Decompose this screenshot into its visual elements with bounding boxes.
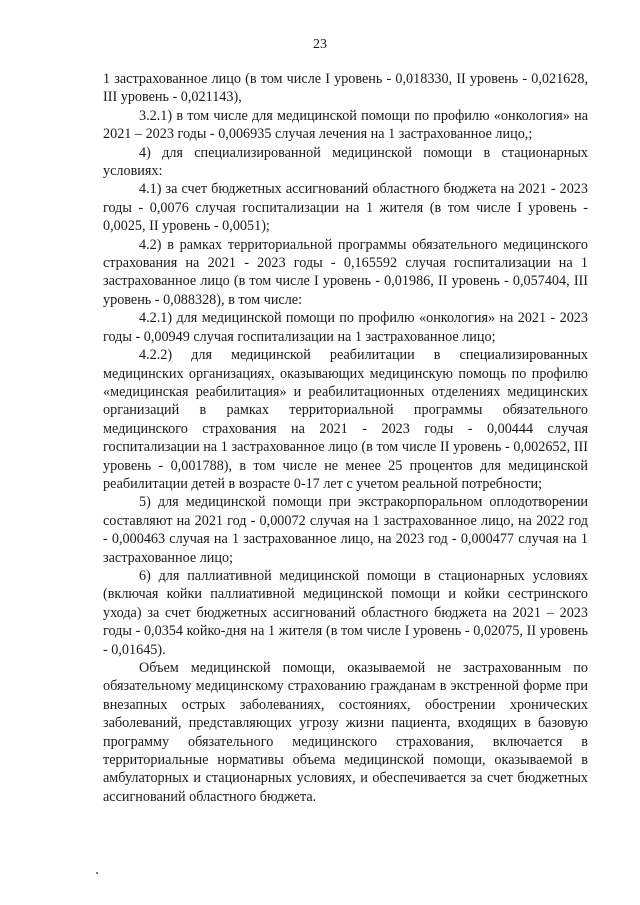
paragraph: 5) для медицинской помощи при экстракорпоральном оплодотворении составляют на 2021 год - 0,00072 случая на 1 застрахованное лицо, на 2022 год - 0,000463 случая на 1 застрахованное лицо, на 2023 год - 0,000477 случая на 1 застрахованное лицо; bbox=[103, 494, 588, 566]
scan-speck bbox=[96, 872, 98, 874]
paragraph: Объем медицинской помощи, оказываемой не застрахованным по обязательному медицинскому страхованию гражданам в экстренной форме при внезапных острых заболеваниях, состояниях, обострении хронических заболеваний, представляющих угрозу жизни пациента, входящих в базовую программу обязательного медицинского страхования, включается в территориальные нормативы объема медицинской помощи, оказываемой в амбулаторных и стационарных условиях, и обеспечивается за счет бюджетных ассигнований областного бюджета. bbox=[103, 660, 588, 805]
paragraph: 4.2.1) для медицинской помощи по профилю «онкология» на 2021 - 2023 годы - 0,00949 случая госпитализации на 1 застрахованное лицо; bbox=[103, 310, 588, 345]
document-body bbox=[103, 70, 588, 806]
paragraph: 4) для специализированной медицинской помощи в стационарных условиях: bbox=[103, 144, 588, 180]
paragraph: 1 застрахованное лицо (в том числе I уровень - 0,018330, II уровень - 0,021628, III уровень - 0,021143), bbox=[103, 71, 588, 106]
paragraph: 4.1) за счет бюджетных ассигнований областного бюджета на 2021 - 2023 годы - 0,0076 случая госпитализации на 1 жителя (в том числе I уровень - 0,0025, II уровень - 0,0051); bbox=[103, 181, 588, 235]
page-number: 23 bbox=[313, 37, 327, 52]
paragraph: 3.2.1) в том числе для медицинской помощи по профилю «онкология» на 2021 – 2023 годы - 0,006935 случая лечения на 1 застрахованное лицо,; bbox=[103, 107, 588, 143]
paragraph: 6) для паллиативной медицинской помощи в стационарных условиях (включая койки паллиативной медицинской помощи и койки сестринского ухода) за счет бюджетных ассигнований областного бюджета на 2021 – 2023 годы - 0,0354 койко-дня на 1 жителя (в том числе I уровень - 0,02075, II уровень - 0,01645). bbox=[103, 567, 588, 658]
paragraph: 4.2.2) для медицинской реабилитации в специализированных медицинских организациях, оказывающих медицинскую помощь по профилю «медицинская реабилитация» и реабилитационных отделениях медицинских организаций в рамках территориальной программы обязательного медицинского страхования на 2021 - 2023 годы - 0,00444 случая госпитализации на 1 застрахованное лицо (в том числе II уровень - 0,002652, III уровень - 0,001788), в том числе не менее 25 процентов для медицинской реабилитации детей в возрасте 0-17 лет с учетом реальной потребности; bbox=[103, 347, 588, 492]
paragraph: 4.2) в рамках территориальной программы обязательного медицинского страхования на 2021 - 2023 годы - 0,165592 случая госпитализации на 1 застрахованное лицо (в том числе I уровень - 0,01986, II уровень - 0,057404, III уровень - 0,088328), в том числе: bbox=[103, 236, 588, 308]
